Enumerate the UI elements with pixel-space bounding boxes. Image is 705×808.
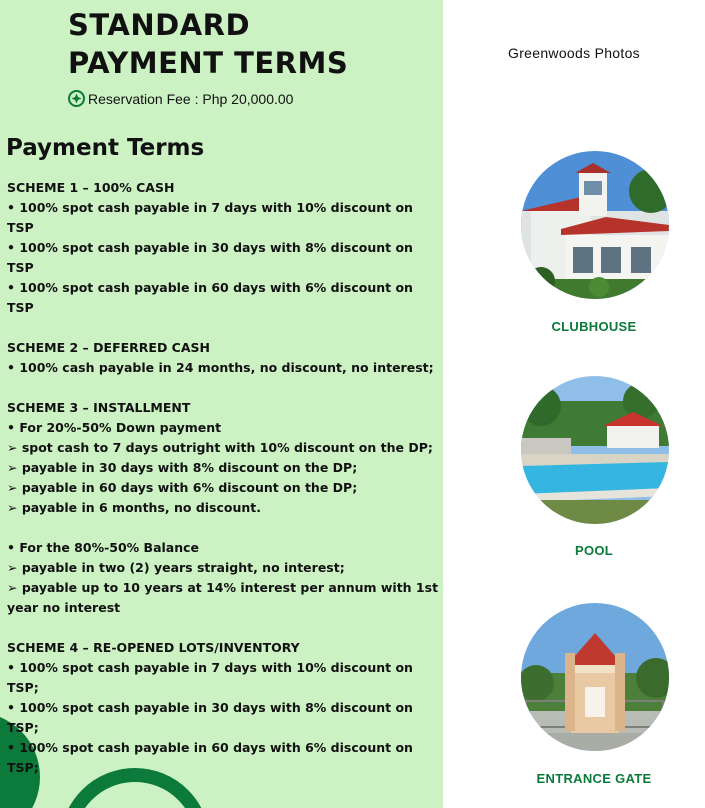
term-line: • 100% spot cash payable in 7 days with 10% discount on TSP; [7, 660, 413, 695]
term-line: • 100% spot cash payable in 30 days with 8% discount on TSP; [7, 700, 413, 735]
term-line: ➢ payable in 60 days with 6% discount on the DP; [7, 480, 358, 495]
title-line-1: STANDARD [68, 8, 251, 42]
photos-panel [443, 0, 705, 808]
term-line: • 100% spot cash payable in 7 days with 10% discount on TSP [7, 200, 413, 235]
title-line-2: PAYMENT TERMS [68, 46, 349, 80]
term-line: • 100% spot cash payable in 30 days with 8% discount on TSP [7, 240, 413, 275]
page-title [68, 6, 348, 82]
scheme-1 [7, 178, 439, 318]
payment-terms-list [7, 178, 439, 798]
clubhouse-caption: CLUBHOUSE [551, 319, 637, 334]
term-line: ➢ payable in two (2) years straight, no interest; [7, 560, 345, 575]
term-line: • 100% cash payable in 24 months, no discount, no interest; [7, 360, 434, 375]
clubhouse-photo [521, 151, 669, 299]
pool-caption: POOL [574, 543, 614, 558]
scheme-4 [7, 638, 439, 778]
scheme-2 [7, 338, 439, 378]
term-line: • 100% spot cash payable in 60 days with 6% discount on TSP; [7, 740, 413, 775]
scheme-title: SCHEME 2 – DEFERRED CASH [7, 340, 210, 355]
payment-terms-heading: Payment Terms [6, 135, 205, 161]
term-line: ➢ payable up to 10 years at 14% interest per annum with 1st year no interest [7, 580, 439, 615]
scheme-title: SCHEME 3 – INSTALLMENT [7, 400, 191, 415]
photos-title: Greenwoods Photos [508, 45, 640, 61]
scheme-3 [7, 398, 439, 618]
term-line: ➢ spot cash to 7 days outright with 10% discount on the DP; [7, 440, 433, 455]
entrance-gate-photo [521, 603, 669, 751]
reservation-fee [68, 90, 293, 107]
term-line: ➢ payable in 6 months, no discount. [7, 500, 262, 515]
scheme-title: SCHEME 4 – RE-OPENED LOTS/INVENTORY [7, 640, 300, 655]
scheme-title: SCHEME 1 – 100% CASH [7, 180, 175, 195]
term-line: • For 20%-50% Down payment [7, 420, 222, 435]
term-line: • For the 80%-50% Balance [7, 540, 200, 555]
entrance-gate-caption: ENTRANCE GATE [536, 771, 652, 786]
reservation-fee-text: Reservation Fee : Php 20,000.00 [88, 90, 294, 107]
term-line: • 100% spot cash payable in 60 days with 6% discount on TSP [7, 280, 413, 315]
compass-icon [68, 90, 85, 107]
term-line: ➢ payable in 30 days with 8% discount on the DP; [7, 460, 358, 475]
pool-photo [521, 376, 669, 524]
